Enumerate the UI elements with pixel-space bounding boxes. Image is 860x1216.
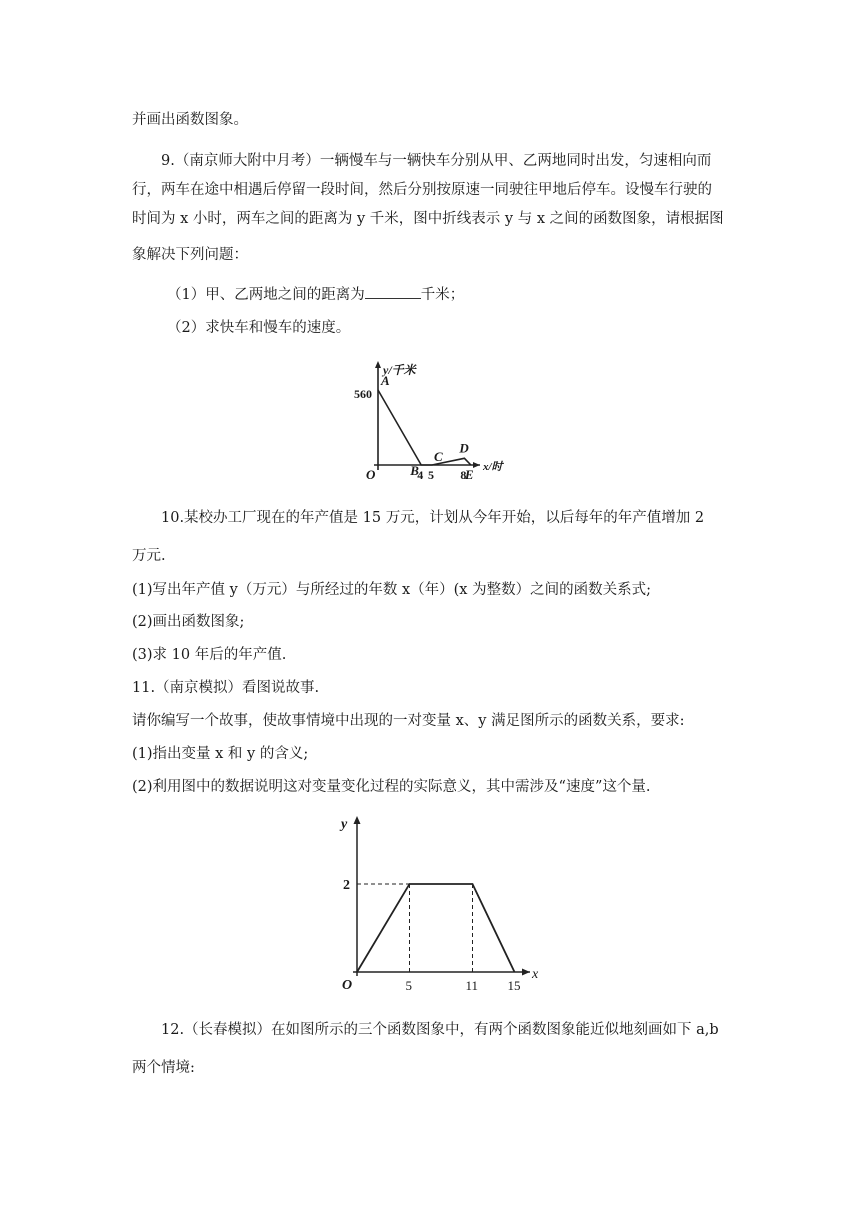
y-tick-label: 2 bbox=[343, 878, 350, 893]
question-10-part-1: (1)写出年产值 y（万元）与所经过的年数 x（年）(x 为整数）之间的函数关系式; bbox=[132, 582, 651, 598]
point-label-C: C bbox=[434, 449, 443, 464]
origin-label: O bbox=[342, 978, 353, 993]
y-axis-label: y/千米 bbox=[383, 363, 416, 377]
text-line: 万元. bbox=[132, 548, 166, 564]
x-axis-arrow bbox=[473, 462, 480, 468]
question-10-part-3: (3)求 10 年后的年产值. bbox=[132, 647, 287, 663]
point-label-B: B bbox=[410, 463, 419, 478]
x-tick-label: 8 bbox=[460, 468, 467, 482]
answer-blank bbox=[365, 284, 421, 299]
text-line: 两个情境: bbox=[132, 1060, 195, 1076]
x-tick-label: 5 bbox=[428, 468, 434, 482]
story-function-chart bbox=[325, 810, 555, 1000]
text-line: 并画出函数图象。 bbox=[132, 112, 248, 128]
point-label-E: E bbox=[464, 467, 474, 482]
question-10-line: 10.某校办工厂现在的年产值是 15 万元，计划从今年开始，以后每年的年产值增加 2 bbox=[161, 510, 705, 526]
part-1-text: （1）甲、乙两地之间的距离为 bbox=[167, 287, 365, 303]
data-line bbox=[378, 390, 471, 465]
question-11-part-2: (2)利用图中的数据说明这对变量变化过程的实际意义，其中需涉及“速度”这个量. bbox=[132, 779, 651, 795]
origin-label: O bbox=[366, 467, 376, 482]
y-axis-arrow bbox=[354, 816, 361, 824]
x-tick-label: 4 bbox=[417, 468, 424, 482]
y-tick-label: 560 bbox=[354, 387, 372, 401]
question-9-line: 9.（南京师大附中月考）一辆慢车与一辆快车分别从甲、乙两地同时出发，匀速相向而 bbox=[161, 153, 712, 169]
x-axis-arrow bbox=[522, 969, 530, 976]
y-axis-label: y bbox=[341, 817, 348, 832]
x-tick-label: 11 bbox=[465, 978, 479, 993]
question-11-part-1: (1)指出变量 x 和 y 的含义; bbox=[132, 746, 309, 762]
part-1-unit: 千米； bbox=[420, 287, 465, 303]
text-line: 请你编写一个故事，使故事情境中出现的一对变量 x、y 满足图所示的函数关系，要求: bbox=[132, 713, 685, 729]
x-tick-label: 15 bbox=[507, 978, 521, 993]
question-11-line: 11.（南京模拟）看图说故事. bbox=[132, 680, 320, 696]
question-9-part-2: （2）求快车和慢车的速度。 bbox=[167, 320, 351, 336]
data-line bbox=[357, 884, 515, 972]
point-label-D: D bbox=[459, 440, 469, 456]
question-10-part-2: (2)画出函数图象; bbox=[132, 614, 245, 630]
distance-time-chart bbox=[340, 355, 520, 485]
text-line: 时间为 x 小时，两车之间的距离为 y 千米，图中折线表示 y 与 x 之间的函数图象，请根据图 bbox=[132, 211, 724, 227]
point-label-A: A bbox=[381, 373, 390, 388]
x-axis-label: x bbox=[532, 967, 539, 982]
text-line: 象解决下列问题： bbox=[132, 247, 248, 263]
text-line: 行，两车在途中相遇后停留一段时间，然后分别按原速一同驶往甲地后停车。设慢车行驶的 bbox=[132, 182, 712, 198]
question-9-part-1 bbox=[167, 284, 464, 305]
x-axis-label: x/时 bbox=[483, 461, 503, 473]
question-12-line: 12.（长春模拟）在如图所示的三个函数图象中，有两个函数图象能近似地刻画如下 a,b bbox=[161, 1022, 719, 1038]
y-axis-arrow bbox=[375, 361, 381, 368]
x-tick-label: 5 bbox=[405, 978, 412, 993]
